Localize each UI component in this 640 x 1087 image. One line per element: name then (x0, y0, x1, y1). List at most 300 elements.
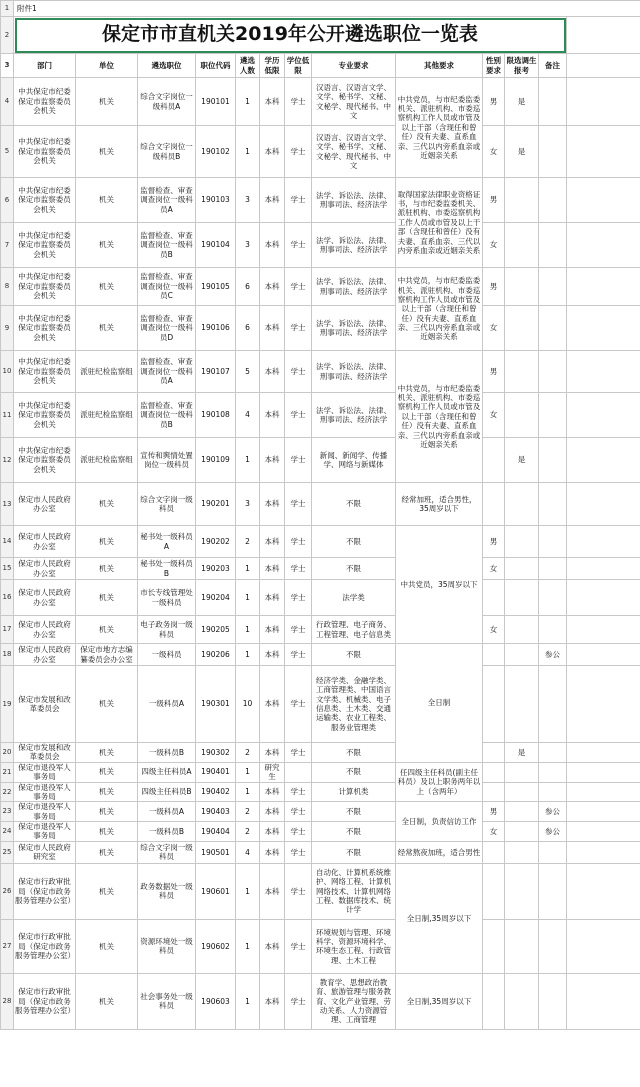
major-cell: 不限 (312, 841, 396, 863)
major-cell: 不限 (312, 743, 396, 763)
note-cell (539, 126, 567, 178)
num-cell: 1 (236, 580, 260, 616)
attachment-label: 附件1 (14, 1, 640, 17)
gender-cell (483, 762, 505, 782)
edu-cell: 本科 (260, 973, 285, 1029)
header-num: 遴选人数 (236, 54, 260, 78)
code-cell: 190201 (196, 483, 236, 526)
unit-cell: 机关 (76, 782, 138, 802)
table-row (1, 483, 640, 526)
row-number: 25 (1, 841, 14, 863)
table-row (1, 616, 640, 644)
note-cell (539, 223, 567, 268)
position-cell: 秘书处一级科员B (138, 558, 196, 580)
major-cell: 法学、诉讼法、法律、刑事司法、经济法学 (312, 351, 396, 393)
empty-cell (567, 54, 640, 78)
unit-cell: 机关 (76, 580, 138, 616)
degree-cell: 学士 (285, 822, 312, 842)
xds-cell: 是 (505, 126, 539, 178)
table-row (1, 666, 640, 743)
row-number: 6 (1, 178, 14, 223)
unit-cell: 机关 (76, 306, 138, 351)
xds-cell: 是 (505, 743, 539, 763)
degree-cell: 学士 (285, 393, 312, 438)
empty-cell (567, 223, 640, 268)
dept-cell: 保定市退役军人事务局 (14, 802, 76, 822)
dept-cell: 保定市人民政府办公室 (14, 580, 76, 616)
gender-cell (483, 483, 505, 526)
header-degree: 学位低限 (285, 54, 312, 78)
unit-cell: 机关 (76, 483, 138, 526)
table-row (1, 526, 640, 558)
dept-cell: 中共保定市纪委保定市监察委员会机关 (14, 438, 76, 483)
unit-cell: 派驻纪检监察组 (76, 393, 138, 438)
gender-cell: 男 (483, 526, 505, 558)
code-cell: 190109 (196, 438, 236, 483)
num-cell: 1 (236, 438, 260, 483)
other-requirements-cell: 全日制 (396, 644, 483, 763)
table-row (1, 782, 640, 802)
major-cell: 计算机类 (312, 782, 396, 802)
row-number: 11 (1, 393, 14, 438)
degree-cell: 学士 (285, 526, 312, 558)
empty-cell (567, 306, 640, 351)
table-row (1, 223, 640, 268)
position-cell: 一级科员A (138, 666, 196, 743)
edu-cell: 本科 (260, 743, 285, 763)
code-cell: 190203 (196, 558, 236, 580)
note-cell (539, 268, 567, 306)
xds-cell (505, 782, 539, 802)
empty-cell (567, 17, 640, 54)
header-note: 备注 (539, 54, 567, 78)
degree-cell: 学士 (285, 863, 312, 919)
code-cell: 190103 (196, 178, 236, 223)
header-edu: 学历低限 (260, 54, 285, 78)
gender-cell: 女 (483, 306, 505, 351)
table-row (1, 822, 640, 842)
empty-cell (567, 782, 640, 802)
header-position: 遴选职位 (138, 54, 196, 78)
unit-cell: 机关 (76, 762, 138, 782)
gender-cell: 男 (483, 268, 505, 306)
note-cell (539, 616, 567, 644)
gender-cell (483, 580, 505, 616)
major-cell: 法学、诉讼法、法律、刑事司法、经济法学 (312, 268, 396, 306)
dept-cell: 保定市发展和改革委员会 (14, 743, 76, 763)
edu-cell: 本科 (260, 483, 285, 526)
xds-cell (505, 306, 539, 351)
other-requirements-cell: 取得国家法律职业资格证书，与市纪委监委机关、派驻机构、市委巡察机构工作人员或市管及以上干部（含现任和曾任）没有夫妻、直系血亲、三代以内旁系血亲或近姻亲关系 (396, 178, 483, 268)
xds-cell (505, 178, 539, 223)
dept-cell: 保定市人民政府办公室 (14, 644, 76, 666)
position-cell: 政务数据处一级科员 (138, 863, 196, 919)
empty-cell (567, 526, 640, 558)
table-row (1, 78, 640, 126)
note-cell (539, 743, 567, 763)
xds-cell: 是 (505, 78, 539, 126)
code-cell: 190205 (196, 616, 236, 644)
empty-cell (567, 351, 640, 393)
position-cell: 一级科员A (138, 802, 196, 822)
table-row (1, 762, 640, 782)
header-major: 专业要求 (312, 54, 396, 78)
edu-cell: 本科 (260, 223, 285, 268)
header-gender: 性别要求 (483, 54, 505, 78)
xds-cell (505, 268, 539, 306)
edu-cell: 本科 (260, 306, 285, 351)
table-row (1, 841, 640, 863)
num-cell: 2 (236, 802, 260, 822)
gender-cell (483, 973, 505, 1029)
other-requirements-cell: 经常熬夜加班，适合男性 (396, 841, 483, 863)
major-cell: 环境规划与管理、环境科学、资源环境科学、环境生态工程、行政管理、土木工程 (312, 919, 396, 973)
unit-cell: 机关 (76, 919, 138, 973)
empty-cell (567, 802, 640, 822)
position-cell: 秘书处一级科员A (138, 526, 196, 558)
edu-cell: 本科 (260, 863, 285, 919)
position-cell: 四级主任科员A (138, 762, 196, 782)
table-row (1, 802, 640, 822)
major-cell: 经济学类、金融学类、工商管理类、中国语言文学类、机械类、电子信息类、土木类、交通运输类、农业工程类、服务业管理类 (312, 666, 396, 743)
dept-cell: 保定市行政审批局（保定市政务服务管理办公室） (14, 919, 76, 973)
gender-cell: 男 (483, 178, 505, 223)
code-cell: 190404 (196, 822, 236, 842)
num-cell: 1 (236, 919, 260, 973)
position-cell: 电子政务岗一级科员 (138, 616, 196, 644)
dept-cell: 保定市退役军人事务局 (14, 762, 76, 782)
empty-cell (567, 616, 640, 644)
major-cell: 新闻、新闻学、传播学、网络与新媒体 (312, 438, 396, 483)
unit-cell: 机关 (76, 841, 138, 863)
row-number: 7 (1, 223, 14, 268)
code-cell: 190204 (196, 580, 236, 616)
edu-cell: 本科 (260, 841, 285, 863)
row-number: 22 (1, 782, 14, 802)
xds-cell (505, 762, 539, 782)
unit-cell: 机关 (76, 616, 138, 644)
other-requirements-cell: 经常加班，适合男性，35周岁以下 (396, 483, 483, 526)
row-number: 14 (1, 526, 14, 558)
major-cell: 不限 (312, 558, 396, 580)
row-number: 4 (1, 78, 14, 126)
code-cell: 190402 (196, 782, 236, 802)
degree-cell: 学士 (285, 483, 312, 526)
num-cell: 6 (236, 306, 260, 351)
major-cell: 汉语言、汉语言文学、文学、秘书学、文秘、文秘学、现代秘书、中文 (312, 78, 396, 126)
other-requirements-cell: 中共党员，与市纪委监委机关、派驻机构、市委巡察机构工作人员或市管及以上干部（含现任和曾任）没有夫妻、直系血亲、三代以内旁系血亲或近姻亲关系 (396, 268, 483, 351)
row-number: 21 (1, 762, 14, 782)
edu-cell: 本科 (260, 644, 285, 666)
empty-cell (567, 762, 640, 782)
dept-cell: 保定市发展和改革委员会 (14, 666, 76, 743)
degree-cell: 学士 (285, 973, 312, 1029)
other-requirements-cell: 中共党员，与市纪委监委机关、派驻机构、市委巡察机构工作人员或市管及以上干部（含现任和曾任）没有夫妻、直系血亲、三代以内旁系血亲或近姻亲关系 (396, 351, 483, 483)
code-cell: 190401 (196, 762, 236, 782)
table-row (1, 268, 640, 306)
gender-cell (483, 782, 505, 802)
note-cell: 参公 (539, 802, 567, 822)
code-cell: 190603 (196, 973, 236, 1029)
edu-cell: 本科 (260, 558, 285, 580)
degree-cell: 学士 (285, 580, 312, 616)
major-cell: 汉语言、汉语言文学、文学、秘书学、文秘、文秘学、现代秘书、中文 (312, 126, 396, 178)
position-cell: 综合文字岗位一级科员A (138, 78, 196, 126)
position-cell: 监督检查、审查调查岗位一级科员B (138, 223, 196, 268)
gender-cell (483, 863, 505, 919)
dept-cell: 保定市人民政府研究室 (14, 841, 76, 863)
major-cell: 教育学、思想政治教育、旅游管理与服务教育、文化产业管理、劳动关系、人力资源管理、工商管理 (312, 973, 396, 1029)
table-row (1, 306, 640, 351)
gender-cell: 男 (483, 351, 505, 393)
empty-cell (567, 580, 640, 616)
xds-cell (505, 802, 539, 822)
num-cell: 4 (236, 841, 260, 863)
other-requirements-cell: 全日制,35周岁以下 (396, 973, 483, 1029)
num-cell: 1 (236, 126, 260, 178)
unit-cell: 派驻纪检监察组 (76, 351, 138, 393)
row-number: 23 (1, 802, 14, 822)
empty-cell (567, 919, 640, 973)
row-number: 5 (1, 126, 14, 178)
xds-cell (505, 483, 539, 526)
position-cell: 宣传和舆情处置岗位一级科员 (138, 438, 196, 483)
degree-cell: 学士 (285, 268, 312, 306)
xds-cell (505, 666, 539, 743)
header-dept: 部门 (14, 54, 76, 78)
row-number: 18 (1, 644, 14, 666)
edu-cell: 本科 (260, 782, 285, 802)
major-cell: 法学、诉讼法、法律、刑事司法、经济法学 (312, 306, 396, 351)
num-cell: 3 (236, 223, 260, 268)
gender-cell: 男 (483, 78, 505, 126)
degree-cell: 学士 (285, 78, 312, 126)
major-cell: 不限 (312, 526, 396, 558)
major-cell: 不限 (312, 822, 396, 842)
code-cell: 190104 (196, 223, 236, 268)
position-cell: 资源环境处一级科员 (138, 919, 196, 973)
position-cell: 四级主任科员B (138, 782, 196, 802)
row-number: 1 (1, 1, 14, 17)
dept-cell: 中共保定市纪委保定市监察委员会机关 (14, 306, 76, 351)
table-row (1, 580, 640, 616)
edu-cell: 本科 (260, 78, 285, 126)
gender-cell: 女 (483, 126, 505, 178)
degree-cell: 学士 (285, 743, 312, 763)
degree-cell: 学士 (285, 666, 312, 743)
num-cell: 1 (236, 863, 260, 919)
note-cell (539, 78, 567, 126)
position-cell: 一级科员 (138, 644, 196, 666)
empty-cell (567, 438, 640, 483)
note-cell (539, 393, 567, 438)
empty-cell (567, 268, 640, 306)
xds-cell (505, 393, 539, 438)
table-row (1, 558, 640, 580)
table-row (1, 919, 640, 973)
position-cell: 一级科员B (138, 822, 196, 842)
table-row (1, 973, 640, 1029)
row-number: 10 (1, 351, 14, 393)
num-cell: 1 (236, 782, 260, 802)
table-row (1, 863, 640, 919)
row-number: 27 (1, 919, 14, 973)
dept-cell: 中共保定市纪委保定市监察委员会机关 (14, 223, 76, 268)
degree-cell: 学士 (285, 223, 312, 268)
num-cell: 2 (236, 526, 260, 558)
position-cell: 综合文字岗一级科员 (138, 841, 196, 863)
position-cell: 监督检查、审查调查岗位一级科员C (138, 268, 196, 306)
xds-cell (505, 973, 539, 1029)
edu-cell: 本科 (260, 178, 285, 223)
edu-cell: 本科 (260, 616, 285, 644)
edu-cell: 本科 (260, 126, 285, 178)
position-cell: 综合文字岗一级科员 (138, 483, 196, 526)
code-cell: 190202 (196, 526, 236, 558)
degree-cell: 学士 (285, 919, 312, 973)
unit-cell: 保定市地方志编纂委员会办公室 (76, 644, 138, 666)
major-cell: 不限 (312, 802, 396, 822)
empty-cell (567, 558, 640, 580)
header-xds: 限选调生报考 (505, 54, 539, 78)
xds-cell (505, 558, 539, 580)
other-requirements-cell: 全日制,35周岁以下 (396, 863, 483, 973)
num-cell: 5 (236, 351, 260, 393)
code-cell: 190501 (196, 841, 236, 863)
row-number: 16 (1, 580, 14, 616)
unit-cell: 机关 (76, 223, 138, 268)
code-cell: 190102 (196, 126, 236, 178)
row-number: 13 (1, 483, 14, 526)
unit-cell: 机关 (76, 558, 138, 580)
xds-cell (505, 223, 539, 268)
num-cell: 6 (236, 268, 260, 306)
note-cell (539, 558, 567, 580)
xds-cell (505, 919, 539, 973)
dept-cell: 保定市退役军人事务局 (14, 782, 76, 802)
empty-cell (567, 666, 640, 743)
degree-cell: 学士 (285, 351, 312, 393)
xds-cell (505, 644, 539, 666)
edu-cell: 本科 (260, 526, 285, 558)
xds-cell: 是 (505, 438, 539, 483)
row-number: 9 (1, 306, 14, 351)
degree-cell: 学士 (285, 644, 312, 666)
empty-cell (567, 841, 640, 863)
empty-cell (567, 178, 640, 223)
note-cell (539, 762, 567, 782)
position-cell: 社会事务处一级科员 (138, 973, 196, 1029)
unit-cell: 机关 (76, 802, 138, 822)
xds-cell (505, 526, 539, 558)
unit-cell: 机关 (76, 126, 138, 178)
unit-cell: 机关 (76, 822, 138, 842)
dept-cell: 中共保定市纪委保定市监察委员会机关 (14, 268, 76, 306)
position-cell: 监督检查、审查调查岗位一级科员B (138, 393, 196, 438)
dept-cell: 保定市人民政府办公室 (14, 483, 76, 526)
num-cell: 3 (236, 178, 260, 223)
note-cell (539, 666, 567, 743)
num-cell: 1 (236, 558, 260, 580)
empty-cell (567, 743, 640, 763)
header-other: 其他要求 (396, 54, 483, 78)
unit-cell: 机关 (76, 178, 138, 223)
edu-cell: 本科 (260, 580, 285, 616)
unit-cell: 机关 (76, 973, 138, 1029)
position-cell: 监督检查、审查调查岗位一级科员A (138, 178, 196, 223)
table-row (1, 438, 640, 483)
code-cell: 190602 (196, 919, 236, 973)
xds-cell (505, 841, 539, 863)
num-cell: 3 (236, 483, 260, 526)
empty-cell (567, 126, 640, 178)
empty-cell (567, 483, 640, 526)
dept-cell: 中共保定市纪委保定市监察委员会机关 (14, 178, 76, 223)
edu-cell: 本科 (260, 802, 285, 822)
xds-cell (505, 822, 539, 842)
gender-cell: 男 (483, 802, 505, 822)
row-number: 20 (1, 743, 14, 763)
dept-cell: 保定市行政审批局（保定市政务服务管理办公室） (14, 973, 76, 1029)
note-cell: 参公 (539, 644, 567, 666)
dept-cell: 保定市人民政府办公室 (14, 616, 76, 644)
row-number: 15 (1, 558, 14, 580)
note-cell (539, 841, 567, 863)
major-cell: 法学、诉讼法、法律、刑事司法、经济法学 (312, 223, 396, 268)
degree-cell: 学士 (285, 558, 312, 580)
dept-cell: 中共保定市纪委保定市监察委员会机关 (14, 351, 76, 393)
table-row (1, 644, 640, 666)
degree-cell: 学士 (285, 126, 312, 178)
table-row (1, 743, 640, 763)
dept-cell: 保定市行政审批局（保定市政务服务管理办公室） (14, 863, 76, 919)
dept-cell: 中共保定市纪委保定市监察委员会机关 (14, 126, 76, 178)
unit-cell: 机关 (76, 526, 138, 558)
major-cell: 行政管理、电子商务、工程管理、电子信息类 (312, 616, 396, 644)
row-number: 24 (1, 822, 14, 842)
dept-cell: 中共保定市纪委保定市监察委员会机关 (14, 393, 76, 438)
xds-cell (505, 863, 539, 919)
code-cell: 190107 (196, 351, 236, 393)
unit-cell: 机关 (76, 268, 138, 306)
degree-cell: 学士 (285, 802, 312, 822)
note-cell (539, 973, 567, 1029)
edu-cell: 本科 (260, 822, 285, 842)
note-cell (539, 919, 567, 973)
table-row (1, 393, 640, 438)
degree-cell: 学士 (285, 438, 312, 483)
code-cell: 190101 (196, 78, 236, 126)
code-cell: 190302 (196, 743, 236, 763)
page-title: 保定市市直机关2019年公开遴选职位一览表 (14, 17, 567, 54)
note-cell (539, 306, 567, 351)
major-cell: 法学、诉讼法、法律、刑事司法、经济法学 (312, 178, 396, 223)
xds-cell (505, 616, 539, 644)
code-cell: 190601 (196, 863, 236, 919)
edu-cell: 本科 (260, 666, 285, 743)
code-cell: 190301 (196, 666, 236, 743)
position-cell: 监督检查、审查调查岗位一级科员A (138, 351, 196, 393)
gender-cell: 女 (483, 822, 505, 842)
num-cell: 4 (236, 393, 260, 438)
degree-cell: 学士 (285, 178, 312, 223)
dept-cell: 保定市退役军人事务局 (14, 822, 76, 842)
num-cell: 1 (236, 762, 260, 782)
num-cell: 1 (236, 973, 260, 1029)
row-number: 12 (1, 438, 14, 483)
gender-cell (483, 743, 505, 763)
code-cell: 190105 (196, 268, 236, 306)
